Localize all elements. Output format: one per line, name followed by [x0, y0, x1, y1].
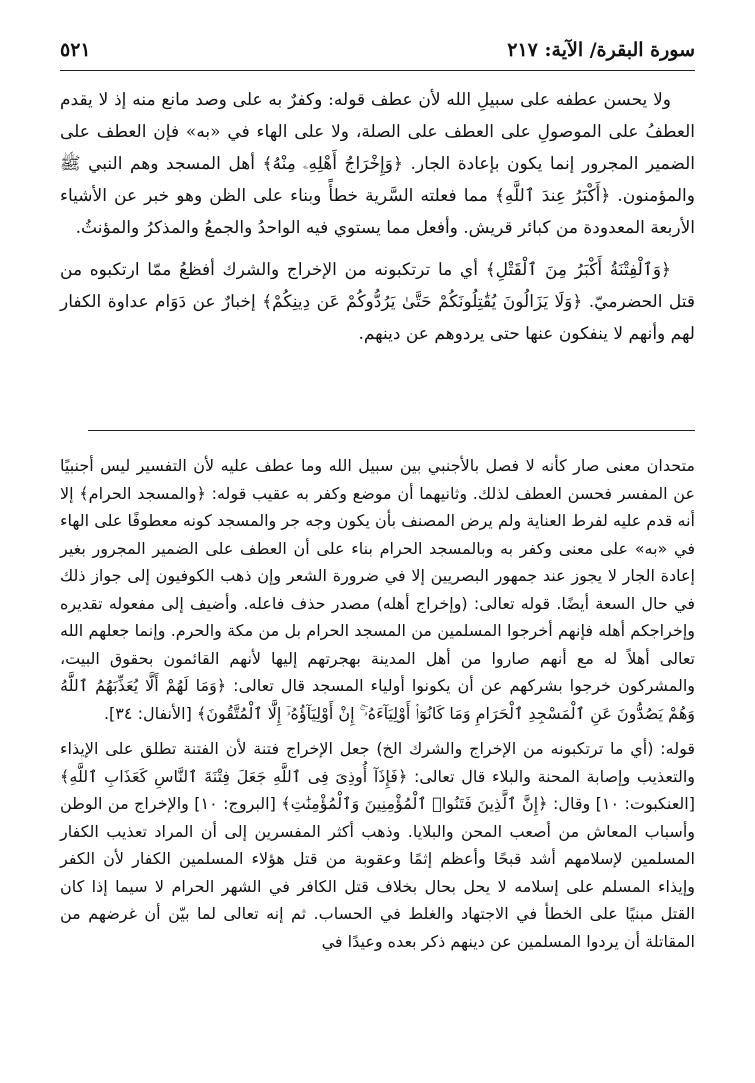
main-paragraph-1: ولا يحسن عطفه على سبيلِ الله لأن عطف قوله: وكفرٌ به على وصد مانع منه إذ لا يقدم العطفُ على الموصولِ على العطف على الصلة، ولا على الهاء في «به» فإن العطف على الضمير المجرور إنما يكون بإعادة الجار. ﴿وَإِخْرَاجُ أَهْلِهِۦ مِنْهُ﴾ أهل المسجد وهم النبي ﷺ والمؤمنون. ﴿أَكْبَرُ عِندَ ٱللَّهِ﴾ مما فعلته السَّرية خطأً وبناء على الظن وهو خبر عن الأشياء الأربعة المعدودة من كبائر قريش. وأفعل مما يستوي فيه الواحدُ والجمعُ والمذكرُ والمؤنثُ. — [60, 90, 695, 238]
header-divider — [60, 70, 695, 71]
commentary-paragraph-2: قوله: (أي ما ترتكبونه من الإخراج والشرك الخ) جعل الإخراج فتنة لأن الفتنة تطلق على الإيذاء والتعذيب وإصابة المحنة والبلاء قال تعالى: ﴿فَإِذَآ أُوذِىَ فِى ٱللَّهِ جَعَلَ فِتْنَةَ ٱلنَّاسِ كَعَذَابِ ٱللَّهِ﴾ [العنكبوت: ١٠] وقال: ﴿إِنَّ ٱلَّذِينَ فَتَنُوا۟ ٱلْمُؤْمِنِينَ وَٱلْمُؤْمِنَٰتِ﴾ [البروج: ١٠] والإخراج من الوطن وأسباب المعاش من أصعب المحن والبلايا. وذهب أكثر المفسرين إلى أن المراد تعذيب الكفار المسلمين لإسلامهم أشد قبحًا وأعظم إثمًا وعقوبة من قتل هؤلاء المسلمين الكفار لأن الكفر وإيذاء المسلم على إسلامه لا يحل بحال بخلاف قتل الكافر في الشهر الحرام لا سيما إذا كان القتل مبنيًا على الخطأ في الاجتهاد والغلط في الحساب. ثم إنه تعالى لما بيّن أن غرضهم من المقاتلة أن يردوا المسلمين عن دينهم ذكر بعده وعيدًا في — [60, 739, 695, 951]
commentary-paragraph-1: متحدان معنى صار كأنه لا فصل بالأجنبي بين سبيل الله وما عطف عليه لأن التفسير ليس أجنبيًا عن المفسر فحسن العطف لذلك. وثانيهما أن موضع وكفر به عقيب قوله: ﴿والمسجد الحرام﴾ إلا أنه قدم عليه لفرط العناية ولم يرض المصنف بأن يكون وجه جر والمسجد كونه معطوفًا على الهاء في «به» على معنى وكفر به وبالمسجد الحرام بناء على أن العطف على الضمير المجرور بغير إعادة الجار لا يجوز عند جمهور البصريين إلا في ضرورة الشعر وإن ذهب الكوفيون إلى جواز ذلك في حال السعة أيضًا. قوله تعالى: (وإخراج أهله) مصدر حذف فاعله. وأضيف إلى مفعوله تقديره وإخراجكم أهله فإنهم أخرجوا المسلمين من المسجد الحرام بل من مكة والحرم. وإنما جعلهم الله تعالى أهلاً له مع أنهم صاروا من أهل المدينة بهجرتهم إليها لأنهم القائمون بحقوق البيت، والمشركون خرجوا بشركهم عن أن يكونوا أولياء المسجد قال تعالى: ﴿وَمَا لَهُمْ أَلَّا يُعَذِّبَهُمُ ٱللَّهُ وَهُمْ يَصُدُّونَ عَنِ ٱلْمَسْجِدِ ٱلْحَرَامِ وَمَا كَانُوٓا۟ أَوْلِيَآءَهُۥٓ ۚ إِنْ أَوْلِيَآؤُهُۥٓ إِلَّا ٱلْمُتَّقُونَ﴾ [الأنفال: ٣٤]. — [60, 456, 695, 723]
surah-reference: سورة البقرة/ الآية: ٢١٧ — [507, 39, 695, 61]
page-number: ٥٢١ — [60, 39, 91, 61]
main-paragraph-2: ﴿وَٱلْفِتْنَةُ أَكْبَرُ مِنَ ٱلْقَتْلِ﴾ أي ما ترتكبونه من الإخراج والشرك أفظعُ ممّا ارتكبوه من قتل الحضرميّ. ﴿وَلَا يَزَالُونَ يُقَٰتِلُونَكُمْ حَتَّىٰ يَرُدُّوكُمْ عَن دِينِكُمْ﴾ إخبارٌ عن دَوَام عداوة الكفار لهم وأنهم لا ينفكون عنها حتى يردوهم عن دينهم. — [60, 260, 695, 344]
commentary — [60, 452, 695, 955]
footnote-divider — [88, 430, 695, 431]
page-header — [60, 32, 695, 68]
main-text — [60, 84, 695, 350]
